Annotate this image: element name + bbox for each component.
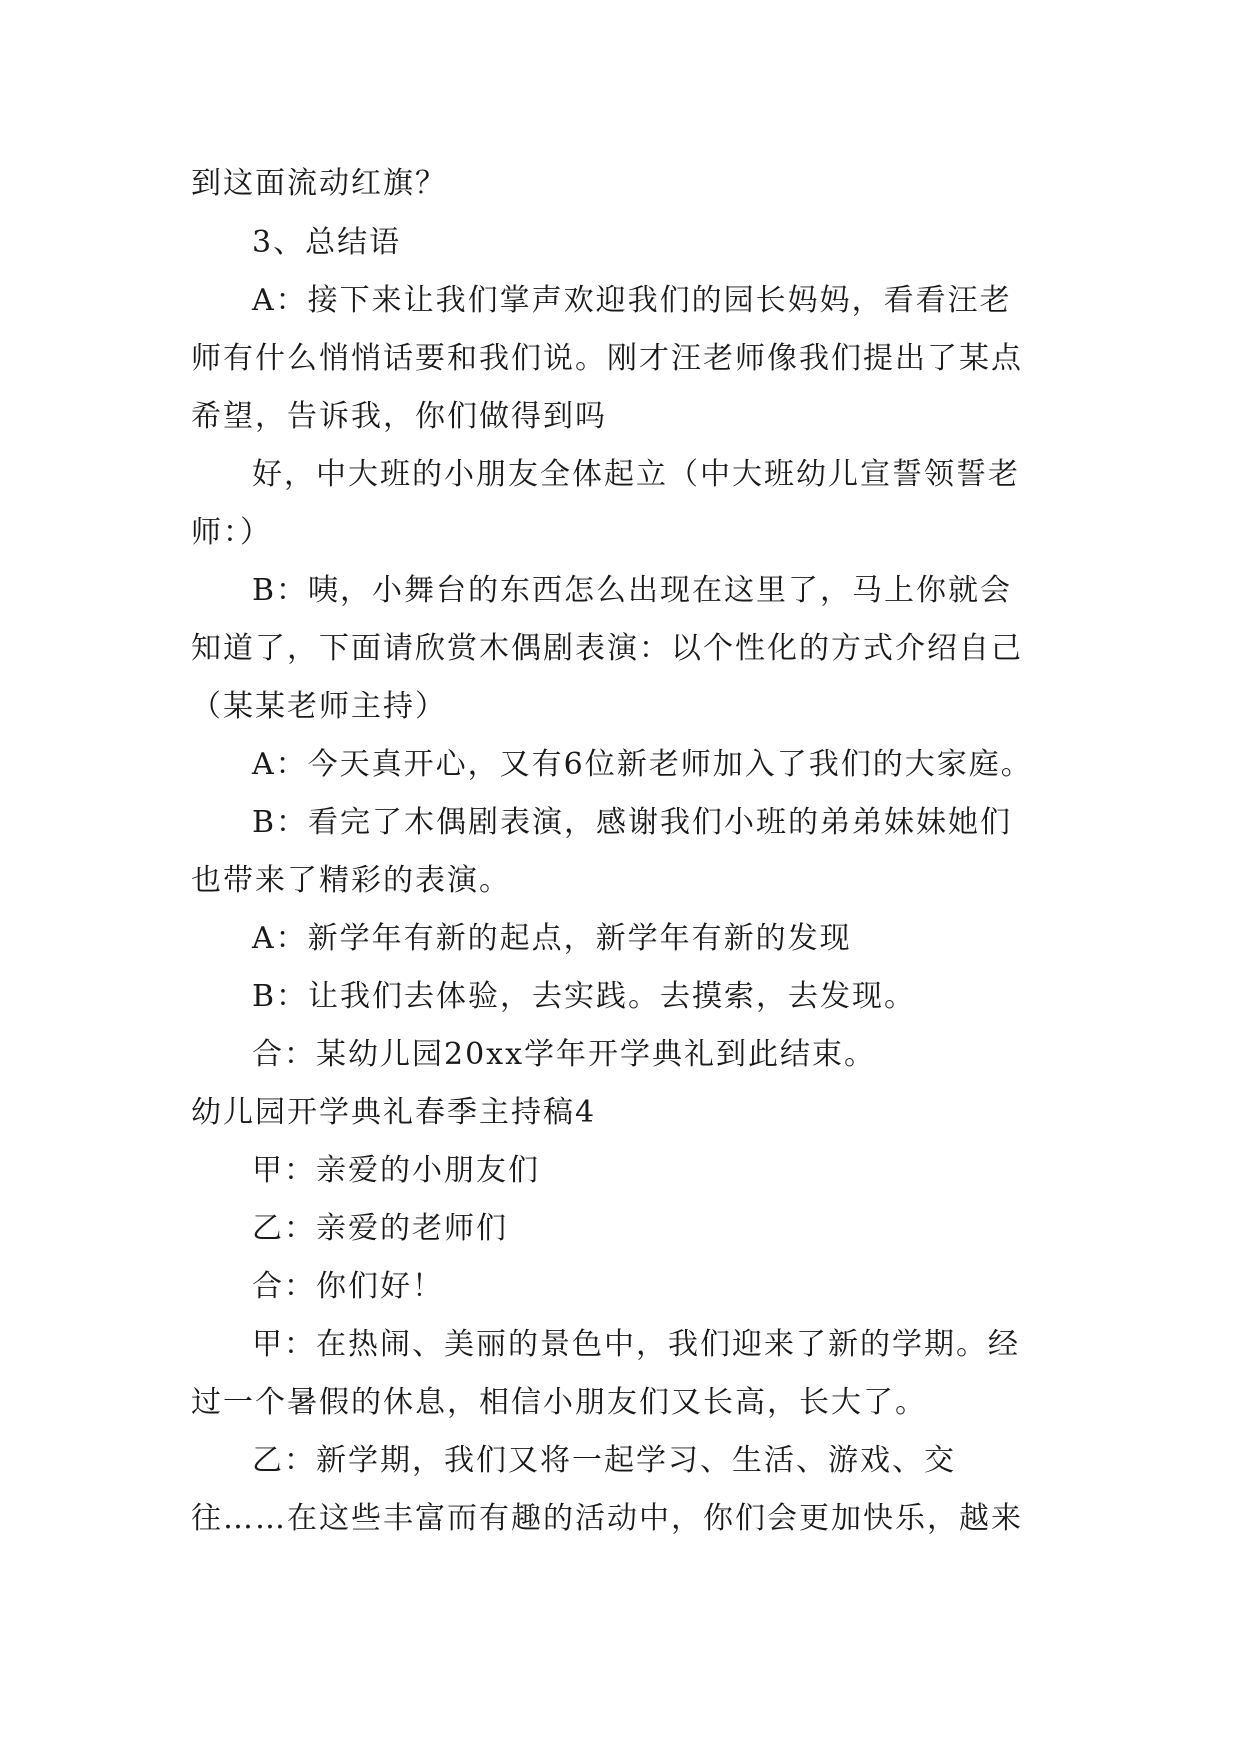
text-line: B：咦，小舞台的东西怎么出现在这里了，马上你就会 [252,573,1013,608]
text-line: 合：你们好！ [252,1269,444,1304]
text-line: 也带来了精彩的表演。 [191,863,511,898]
text-line: 往……在这些丰富而有趣的活动中，你们会更加快乐，越来 [191,1501,1023,1536]
text-line: 到这面流动红旗？ [191,166,447,201]
text-line: 乙：亲爱的老师们 [252,1211,508,1246]
text-line: 乙：新学期，我们又将一起学习、生活、游戏、交 [252,1443,956,1478]
text-line: 好，中大班的小朋友全体起立（中大班幼儿宣誓领誓老 [252,457,1020,492]
text-line: （某某老师主持） [191,689,447,724]
text-line: 知道了，下面请欣赏木偶剧表演：以个性化的方式介绍自己 [191,631,1023,666]
section-heading: 3、总结语 [252,225,402,260]
text-line: 甲：在热闹、美丽的景色中，我们迎来了新的学期。经 [252,1327,1020,1362]
text-line: 师有什么悄悄话要和我们说。刚才汪老师像我们提出了某点 [191,341,1023,376]
text-line: A：新学年有新的起点，新学年有新的发现 [252,921,852,956]
text-line: A：接下来让我们掌声欢迎我们的园长妈妈，看看汪老 [252,283,1012,318]
text-line: 师：） [191,515,272,550]
text-line: B：看完了木偶剧表演，感谢我们小班的弟弟妹妹她们 [252,805,1013,840]
section-title: 幼儿园开学典礼春季主持稿4 [191,1095,597,1130]
text-line: 甲：亲爱的小朋友们 [252,1153,540,1188]
text-line: 合：某幼儿园20xx学年开学典礼到此结束。 [252,1037,877,1072]
text-line: B：让我们去体验，去实践。去摸索，去发现。 [252,979,917,1014]
text-line: 过一个暑假的休息，相信小朋友们又长高，长大了。 [191,1385,927,1420]
text-line: A：今天真开心，又有6位新老师加入了我们的大家庭。 [252,747,1033,782]
text-line: 希望，告诉我，你们做得到吗 [191,399,607,434]
